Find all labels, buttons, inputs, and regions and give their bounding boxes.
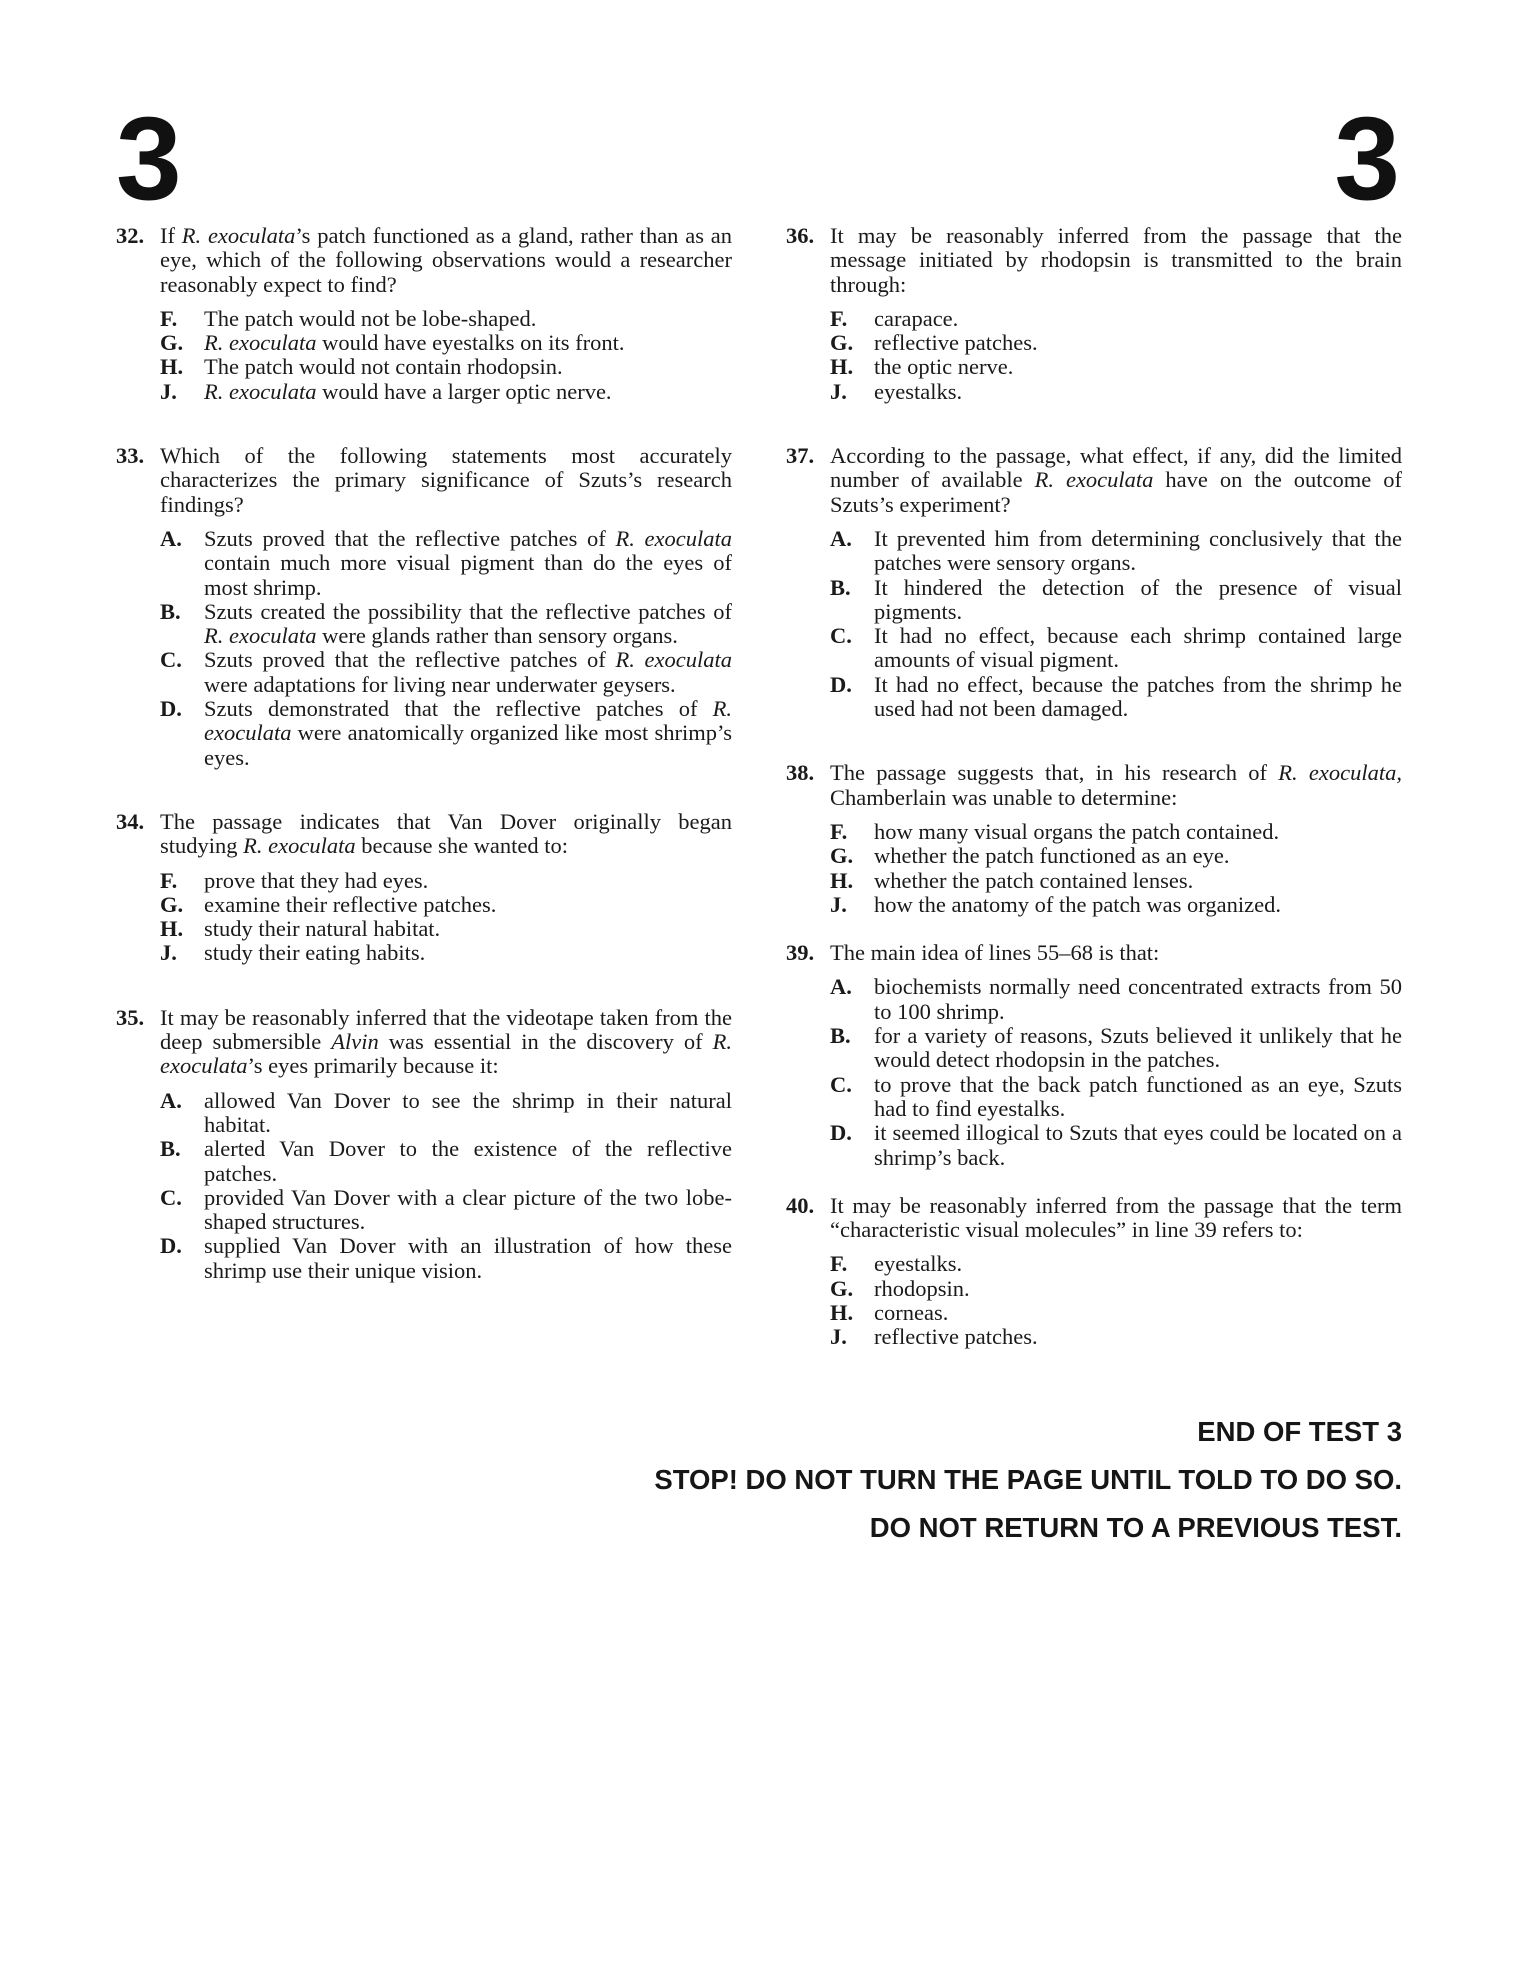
option-text: whether the patch contained lenses. bbox=[874, 867, 1194, 893]
option-letter: H. bbox=[160, 916, 184, 942]
option-text: eyestalks. bbox=[874, 1251, 963, 1277]
question-stem bbox=[786, 1194, 1402, 1243]
question-number: 40. bbox=[786, 1192, 815, 1218]
option-text: The patch would not be lobe-shaped. bbox=[204, 305, 537, 331]
option-letter: J. bbox=[160, 378, 177, 404]
answer-option-c[interactable] bbox=[830, 1073, 1402, 1122]
answer-option-j[interactable] bbox=[160, 380, 732, 404]
answer-option-h[interactable] bbox=[830, 355, 1402, 379]
question-number: 34. bbox=[116, 808, 145, 834]
option-text: to prove that the back patch functioned as an eye, Szuts had to find eyestalks. bbox=[874, 1071, 1402, 1121]
option-letter: J. bbox=[830, 891, 847, 917]
option-letter: G. bbox=[830, 843, 854, 869]
option-letter: H. bbox=[830, 1299, 854, 1325]
stop-instruction: STOP! DO NOT TURN THE PAGE UNTIL TOLD TO DO SO. bbox=[654, 1464, 1402, 1495]
question-stem bbox=[116, 444, 732, 517]
option-text: Szuts demonstrated that the reflective patches of R. exoculata were anatomically organized like most shrimp’s eyes. bbox=[204, 696, 732, 770]
option-letter: D. bbox=[830, 1120, 852, 1146]
question-39 bbox=[786, 941, 1402, 1170]
question-34 bbox=[116, 810, 732, 966]
option-text: It prevented him from determining conclusively that the patches were sensory organs. bbox=[874, 525, 1402, 576]
answer-option-f[interactable] bbox=[160, 307, 732, 331]
question-35 bbox=[116, 1006, 732, 1283]
option-text: it seemed illogical to Szuts that eyes could be located on a shrimp’s back. bbox=[874, 1120, 1402, 1170]
question-text: It may be reasonably inferred from the passage that the message initiated by rhodopsin is transmitted to the brain through: bbox=[830, 223, 1402, 297]
option-letter: F. bbox=[160, 867, 178, 893]
option-text: prove that they had eyes. bbox=[204, 867, 429, 893]
answer-option-f[interactable] bbox=[830, 307, 1402, 331]
option-letter: A. bbox=[160, 525, 182, 551]
answer-option-g[interactable] bbox=[830, 1277, 1402, 1301]
question-38 bbox=[786, 761, 1402, 917]
question-36 bbox=[786, 224, 1402, 404]
question-number: 39. bbox=[786, 940, 815, 966]
option-letter: C. bbox=[160, 1184, 182, 1210]
right-column bbox=[786, 224, 1402, 1390]
answer-option-a[interactable] bbox=[830, 975, 1402, 1024]
option-text: Szuts proved that the reflective patches of R. exoculata contain much more visual pigment than do the eyes of most shrimp. bbox=[204, 525, 732, 600]
question-stem bbox=[116, 224, 732, 297]
option-text: biochemists normally need concentrated extracts from 50 to 100 shrimp. bbox=[874, 974, 1402, 1024]
question-text: If R. exoculata’s patch functioned as a gland, rather than as an eye, which of the following observations would a researcher reasonably expect to find? bbox=[160, 223, 732, 297]
option-letter: G. bbox=[160, 330, 184, 356]
question-number: 32. bbox=[116, 223, 145, 248]
option-text: supplied Van Dover with an illustration of how these shrimp use their unique vision. bbox=[204, 1233, 732, 1283]
option-text: corneas. bbox=[874, 1299, 949, 1325]
no-return-instruction: DO NOT RETURN TO A PREVIOUS TEST. bbox=[869, 1512, 1402, 1543]
end-of-test-notice bbox=[654, 1408, 1402, 1552]
answer-option-c[interactable] bbox=[160, 1186, 732, 1235]
answer-option-d[interactable] bbox=[830, 673, 1402, 722]
option-text: whether the patch functioned as an eye. bbox=[874, 843, 1230, 869]
option-text: carapace. bbox=[874, 305, 959, 331]
answer-option-b[interactable] bbox=[160, 1137, 732, 1186]
answer-option-g[interactable] bbox=[830, 331, 1402, 355]
question-stem bbox=[116, 1006, 732, 1079]
option-text: study their eating habits. bbox=[204, 940, 426, 966]
option-text: how many visual organs the patch contained. bbox=[874, 818, 1280, 844]
question-number: 33. bbox=[116, 443, 145, 469]
option-letter: D. bbox=[160, 1233, 182, 1259]
answer-options bbox=[830, 307, 1402, 404]
question-32 bbox=[116, 224, 732, 404]
option-text: eyestalks. bbox=[874, 378, 963, 404]
question-stem bbox=[786, 444, 1402, 517]
answer-options bbox=[830, 527, 1402, 721]
option-text: R. exoculata would have a larger optic nerve. bbox=[204, 378, 612, 404]
answer-option-j[interactable] bbox=[830, 1325, 1402, 1349]
option-letter: A. bbox=[160, 1087, 182, 1113]
question-text: The passage suggests that, in his research of R. exoculata, Chamberlain was unable to determine: bbox=[830, 760, 1402, 810]
question-37 bbox=[786, 444, 1402, 721]
question-number: 38. bbox=[786, 760, 815, 786]
page-number-right: 3 bbox=[1334, 93, 1400, 225]
option-letter: G. bbox=[830, 1275, 854, 1301]
option-letter: G. bbox=[830, 330, 854, 356]
option-text: for a variety of reasons, Szuts believed it unlikely that he would detect rhodopsin in the patches. bbox=[874, 1023, 1402, 1073]
option-text: It had no effect, because the patches from the shrimp he used had not been damaged. bbox=[874, 671, 1402, 722]
answer-option-a[interactable] bbox=[160, 1089, 732, 1138]
answer-option-j[interactable] bbox=[830, 893, 1402, 917]
question-stem bbox=[116, 810, 732, 859]
answer-option-g[interactable] bbox=[830, 844, 1402, 868]
option-text: The patch would not contain rhodopsin. bbox=[204, 354, 563, 380]
option-text: reflective patches. bbox=[874, 330, 1038, 356]
option-letter: C. bbox=[160, 647, 182, 673]
answer-option-a[interactable] bbox=[160, 527, 732, 600]
option-letter: F. bbox=[830, 818, 848, 844]
option-text: examine their reflective patches. bbox=[204, 891, 497, 917]
question-text: It may be reasonably inferred that the videotape taken from the deep submersible Alvin was essential in the discovery of R. exoculata’s eyes primarily because it: bbox=[160, 1004, 732, 1079]
option-letter: A. bbox=[830, 525, 852, 551]
option-text: It hindered the detection of the presence of visual pigments. bbox=[874, 574, 1402, 624]
option-letter: H. bbox=[160, 354, 184, 380]
answer-options bbox=[830, 975, 1402, 1169]
answer-option-h[interactable] bbox=[160, 917, 732, 941]
option-text: rhodopsin. bbox=[874, 1275, 970, 1301]
answer-option-g[interactable] bbox=[160, 331, 732, 355]
option-letter: F. bbox=[830, 305, 848, 331]
option-text: the optic nerve. bbox=[874, 354, 1014, 380]
answer-option-b[interactable] bbox=[830, 1024, 1402, 1073]
question-number: 36. bbox=[786, 223, 815, 248]
answer-option-h[interactable] bbox=[830, 1301, 1402, 1325]
question-text: According to the passage, what effect, if any, did the limited number of available R. exoculata have on the outcome of Szuts’s experiment? bbox=[830, 443, 1402, 517]
answer-option-f[interactable] bbox=[830, 1252, 1402, 1276]
answer-option-c[interactable] bbox=[160, 648, 732, 697]
answer-option-d[interactable] bbox=[830, 1121, 1402, 1170]
question-40 bbox=[786, 1194, 1402, 1350]
question-number: 35. bbox=[116, 1004, 145, 1030]
option-text: Szuts proved that the reflective patches of R. exoculata were adaptations for living near underwater geysers. bbox=[204, 647, 732, 697]
answer-options bbox=[830, 820, 1402, 917]
option-letter: A. bbox=[830, 974, 852, 1000]
option-text: how the anatomy of the patch was organized. bbox=[874, 891, 1281, 917]
answer-option-f[interactable] bbox=[160, 869, 732, 893]
answer-option-h[interactable] bbox=[160, 355, 732, 379]
answer-option-j[interactable] bbox=[830, 380, 1402, 404]
answer-option-b[interactable] bbox=[830, 576, 1402, 625]
answer-option-a[interactable] bbox=[830, 527, 1402, 576]
answer-options bbox=[160, 1089, 732, 1283]
answer-options bbox=[160, 307, 732, 404]
option-text: provided Van Dover with a clear picture of the two lobe-shaped structures. bbox=[204, 1184, 732, 1235]
option-text: alerted Van Dover to the existence of the reflective patches. bbox=[204, 1136, 732, 1186]
question-number: 37. bbox=[786, 443, 815, 469]
option-letter: B. bbox=[160, 1136, 181, 1162]
option-letter: D. bbox=[830, 671, 852, 697]
option-text: R. exoculata would have eyestalks on its front. bbox=[204, 330, 625, 356]
answer-option-j[interactable] bbox=[160, 941, 732, 965]
answer-options bbox=[160, 527, 732, 770]
answer-option-b[interactable] bbox=[160, 600, 732, 649]
question-stem bbox=[786, 941, 1402, 965]
question-33 bbox=[116, 444, 732, 770]
option-letter: B. bbox=[830, 1023, 851, 1049]
question-stem bbox=[786, 224, 1402, 297]
answer-option-f[interactable] bbox=[830, 820, 1402, 844]
answer-option-h[interactable] bbox=[830, 869, 1402, 893]
answer-option-d[interactable] bbox=[160, 1234, 732, 1283]
option-letter: H. bbox=[830, 867, 854, 893]
option-letter: D. bbox=[160, 696, 182, 722]
option-letter: J. bbox=[830, 378, 847, 404]
option-letter: C. bbox=[830, 623, 852, 649]
question-stem bbox=[786, 761, 1402, 810]
option-letter: J. bbox=[830, 1324, 847, 1350]
option-letter: J. bbox=[160, 940, 177, 966]
answer-option-g[interactable] bbox=[160, 893, 732, 917]
option-letter: H. bbox=[830, 354, 854, 380]
answer-option-c[interactable] bbox=[830, 624, 1402, 673]
option-letter: F. bbox=[830, 1251, 848, 1277]
question-text: It may be reasonably inferred from the passage that the term “characteristic visual molecules” in line 39 refers to: bbox=[830, 1192, 1402, 1243]
option-letter: F. bbox=[160, 305, 178, 331]
question-text: The passage indicates that Van Dover originally began studying R. exoculata because she wanted to: bbox=[160, 808, 732, 859]
left-column bbox=[116, 224, 732, 1323]
answer-options bbox=[160, 869, 732, 966]
option-text: allowed Van Dover to see the shrimp in their natural habitat. bbox=[204, 1087, 732, 1137]
option-letter: B. bbox=[830, 574, 851, 600]
question-text: Which of the following statements most accurately characterizes the primary significance of Szuts’s research findings? bbox=[160, 443, 732, 517]
option-text: study their natural habitat. bbox=[204, 916, 441, 942]
page-number-left: 3 bbox=[116, 93, 182, 225]
option-text: It had no effect, because each shrimp contained large amounts of visual pigment. bbox=[874, 623, 1402, 673]
option-text: reflective patches. bbox=[874, 1324, 1038, 1350]
option-text: Szuts created the possibility that the reflective patches of R. exoculata were glands rather than sensory organs. bbox=[204, 598, 732, 649]
answer-options bbox=[830, 1252, 1402, 1349]
option-letter: G. bbox=[160, 891, 184, 917]
answer-option-d[interactable] bbox=[160, 697, 732, 770]
option-letter: B. bbox=[160, 598, 181, 624]
end-of-test-heading: END OF TEST 3 bbox=[1197, 1416, 1402, 1447]
question-text: The main idea of lines 55–68 is that: bbox=[830, 940, 1160, 966]
option-letter: C. bbox=[830, 1071, 852, 1097]
